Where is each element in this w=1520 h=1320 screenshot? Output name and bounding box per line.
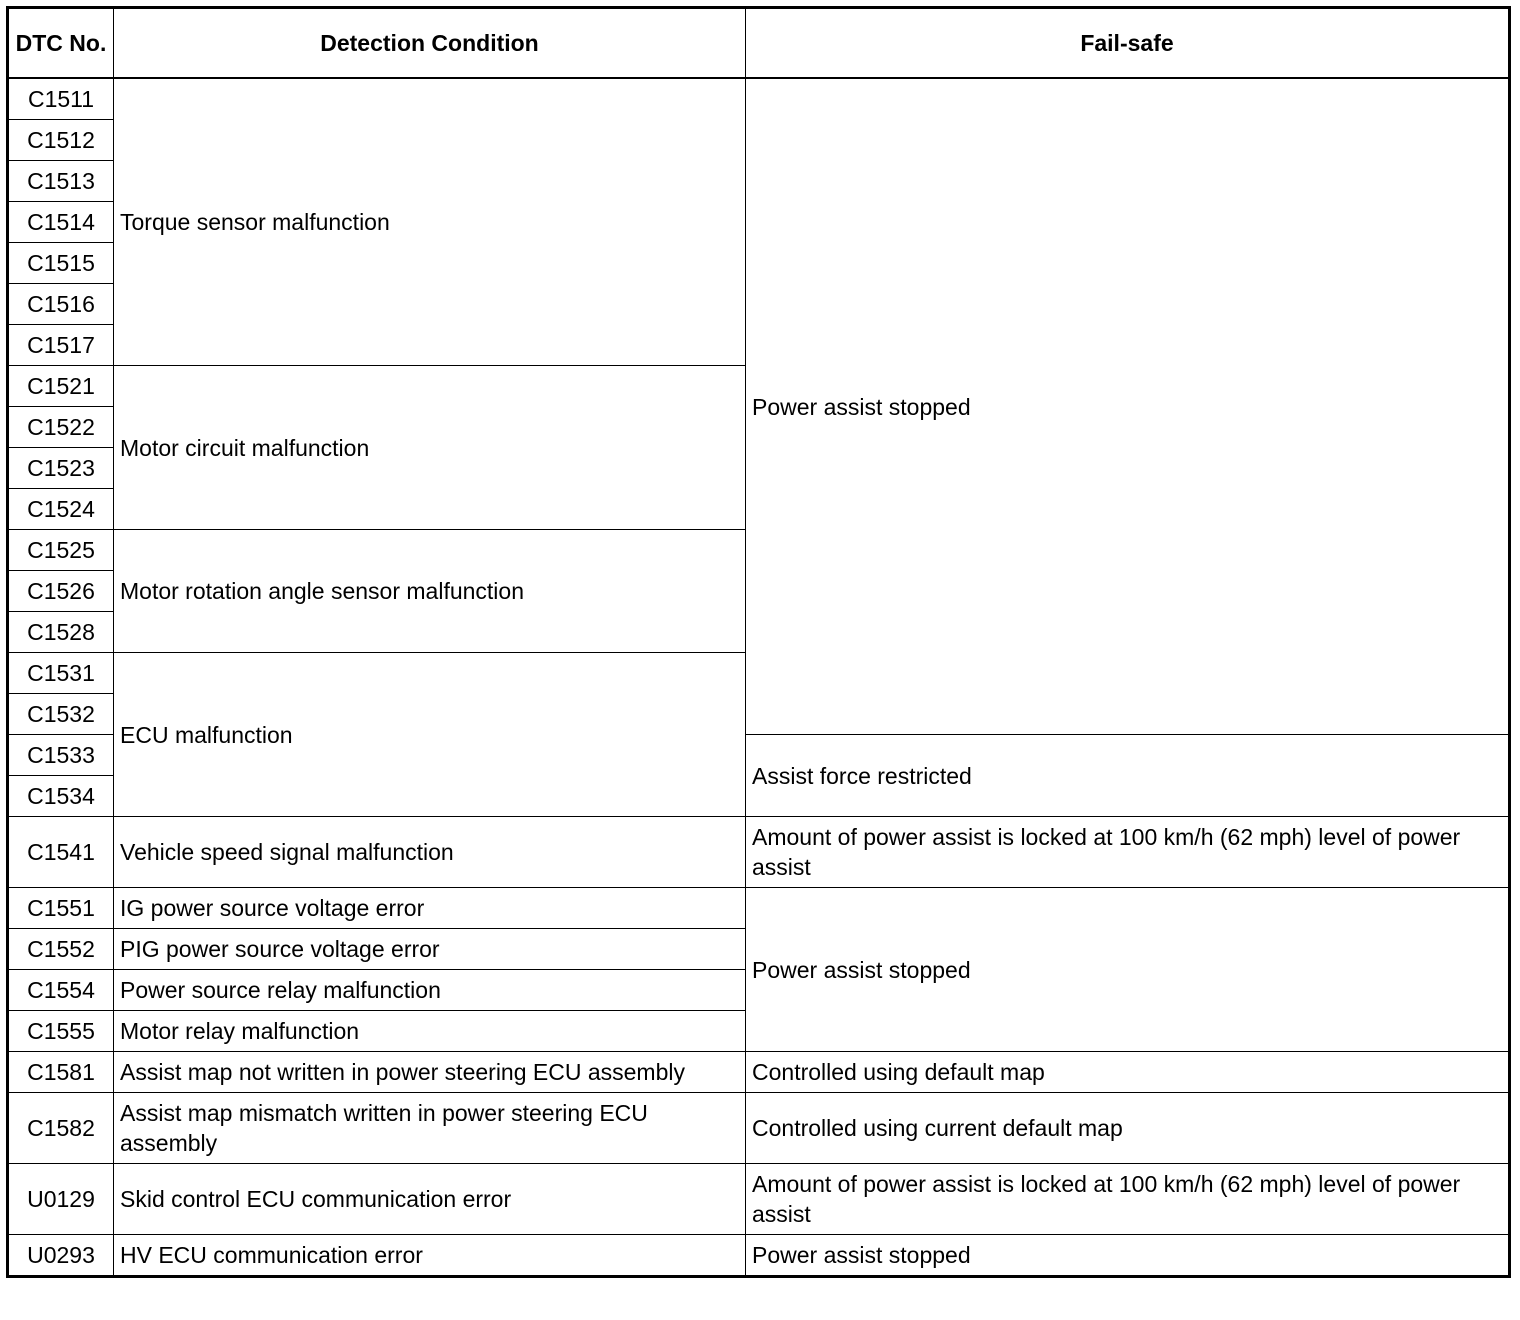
dtc-code: C1541: [8, 817, 114, 888]
dtc-code: C1532: [8, 694, 114, 735]
detection-condition: HV ECU communication error: [114, 1235, 746, 1277]
detection-condition: Vehicle speed signal malfunction: [114, 817, 746, 888]
dtc-code: C1515: [8, 243, 114, 284]
table-row: [8, 1235, 1510, 1277]
detection-condition: ECU malfunction: [114, 653, 746, 817]
fail-safe: Power assist stopped: [746, 888, 1510, 1052]
dtc-code: C1526: [8, 571, 114, 612]
detection-condition: Skid control ECU communication error: [114, 1164, 746, 1235]
dtc-code: C1524: [8, 489, 114, 530]
table-row: [8, 1093, 1510, 1164]
fail-safe: Power assist stopped: [746, 78, 1510, 735]
dtc-code: C1516: [8, 284, 114, 325]
detection-condition: Torque sensor malfunction: [114, 78, 746, 366]
dtc-code: C1521: [8, 366, 114, 407]
dtc-code: C1533: [8, 735, 114, 776]
detection-condition: Assist map mismatch written in power steering ECU assembly: [114, 1093, 746, 1164]
dtc-code: C1528: [8, 612, 114, 653]
detection-condition: Motor relay malfunction: [114, 1011, 746, 1052]
dtc-code: C1551: [8, 888, 114, 929]
fail-safe: Power assist stopped: [746, 1235, 1510, 1277]
table-row: [8, 1052, 1510, 1093]
dtc-code: C1512: [8, 120, 114, 161]
dtc-code: C1531: [8, 653, 114, 694]
dtc-code: C1525: [8, 530, 114, 571]
table-row: [8, 817, 1510, 888]
dtc-code: C1517: [8, 325, 114, 366]
dtc-code: C1534: [8, 776, 114, 817]
detection-condition: IG power source voltage error: [114, 888, 746, 929]
dtc-code: C1513: [8, 161, 114, 202]
dtc-code: C1581: [8, 1052, 114, 1093]
table-row: [8, 888, 1510, 929]
dtc-code: U0129: [8, 1164, 114, 1235]
dtc-code: U0293: [8, 1235, 114, 1277]
detection-condition: Assist map not written in power steering ECU assembly: [114, 1052, 746, 1093]
fail-safe: Controlled using current default map: [746, 1093, 1510, 1164]
dtc-code: C1514: [8, 202, 114, 243]
detection-condition: Motor rotation angle sensor malfunction: [114, 530, 746, 653]
dtc-code: C1523: [8, 448, 114, 489]
dtc-code: C1555: [8, 1011, 114, 1052]
dtc-code: C1511: [8, 78, 114, 120]
fail-safe: Controlled using default map: [746, 1052, 1510, 1093]
detection-condition: Power source relay malfunction: [114, 970, 746, 1011]
header-detection-condition: Detection Condition: [114, 8, 746, 79]
fail-safe: Amount of power assist is locked at 100 km/h (62 mph) level of power assist: [746, 817, 1510, 888]
header-row: [8, 8, 1510, 79]
fail-safe: Amount of power assist is locked at 100 km/h (62 mph) level of power assist: [746, 1164, 1510, 1235]
detection-condition: PIG power source voltage error: [114, 929, 746, 970]
dtc-failsafe-table: [6, 6, 1511, 1278]
table-row: [8, 78, 1510, 120]
fail-safe: Assist force restricted: [746, 735, 1510, 817]
dtc-code: C1522: [8, 407, 114, 448]
table-row: [8, 1164, 1510, 1235]
dtc-code: C1582: [8, 1093, 114, 1164]
dtc-code: C1552: [8, 929, 114, 970]
dtc-code: C1554: [8, 970, 114, 1011]
header-fail-safe: Fail-safe: [746, 8, 1510, 79]
header-dtc-no: DTC No.: [8, 8, 114, 79]
detection-condition: Motor circuit malfunction: [114, 366, 746, 530]
